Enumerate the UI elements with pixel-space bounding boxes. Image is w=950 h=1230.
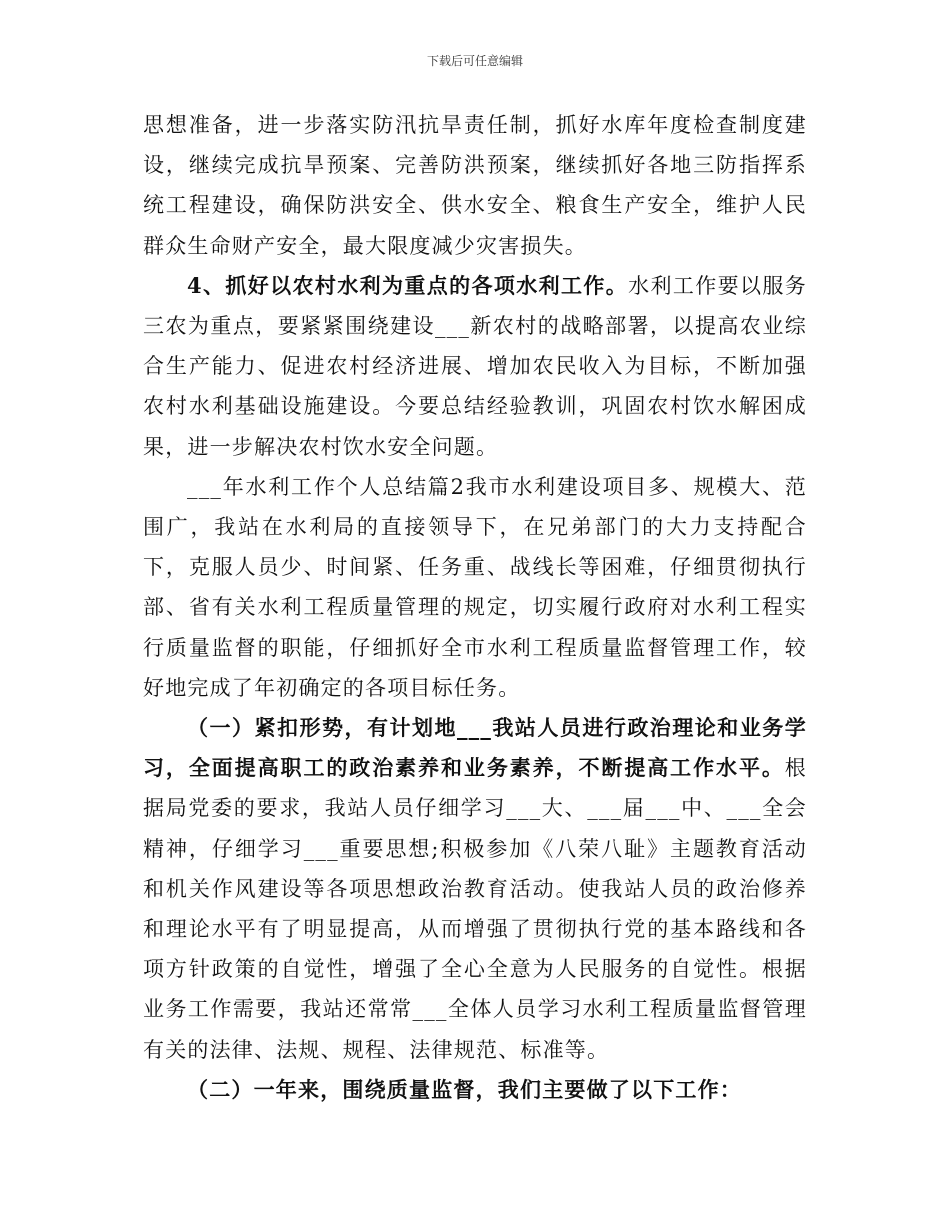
paragraph-5	[143, 1070, 807, 1110]
page-header: 下载后可任意编辑	[426, 54, 523, 68]
paragraph-4	[143, 708, 807, 1070]
paragraph-1	[143, 105, 807, 266]
document-body	[143, 105, 807, 1110]
paragraph-5-heading: （二）一年来，围绕质量监督，我们主要做了以下工作：	[187, 1076, 742, 1102]
paragraph-2	[143, 266, 807, 467]
paragraph-3	[143, 467, 807, 708]
paragraph-4-heading: （一）紧扣形势，有计划地___我站人员进行政治理论和业务学习，全面提高职工的政治素养和业务素养，不断提高工作水平。	[143, 715, 807, 781]
paragraph-1-text: 思想准备，进一步落实防汛抗旱责任制，抓好水库年度检查制度建设，继续完成抗旱预案、完善防洪预案，继续抓好各地三防指挥系统工程建设，确保防洪安全、供水安全、粮食生产安全，维护人民群众生命财产安全，最大限度减少灾害损失。	[143, 113, 807, 258]
paragraph-3-text: ___年水利工作个人总结篇2我市水利建设项目多、规模大、范围广，我站在水利局的直接领导下，在兄弟部门的大力支持配合下，克服人员少、时间紧、任务重、战线长等困难，仔细贯彻执行部、省有关水利工程质量管理的规定，切实履行政府对水利工程实行质量监督的职能，仔细抓好全市水利工程质量监督管理工作，较好地完成了年初确定的各项目标任务。	[143, 474, 807, 700]
paragraph-2-heading: 4、抓好以农村水利为重点的各项水利工作。	[187, 272, 629, 298]
paragraph-2-text: 水利工作要以服务三农为重点，要紧紧围绕建设___新农村的战略部署，以提高农业综合生产能力、促进农村经济进展、增加农民收入为目标，不断加强农村水利基础设施建设。今要总结经验教训，巩固农村饮水解困成果，进一步解决农村饮水安全问题。	[143, 273, 807, 459]
paragraph-4-text: 根据局党委的要求，我站人员仔细学习___大、___届___中、___全会精神，仔细学习___重要思想;积极参加《八荣八耻》主题教育活动和机关作风建设等各项思想政治教育活动。使我站人员的政治修养和理论水平有了明显提高，从而增强了贯彻执行党的基本路线和各项方针政策的自觉性，增强了全心全意为人民服务的自觉性。根据业务工作需要，我站还常常___全体人员学习水利工程质量监督管理有关的法律、法规、规程、法律规范、标准等。	[143, 756, 807, 1062]
